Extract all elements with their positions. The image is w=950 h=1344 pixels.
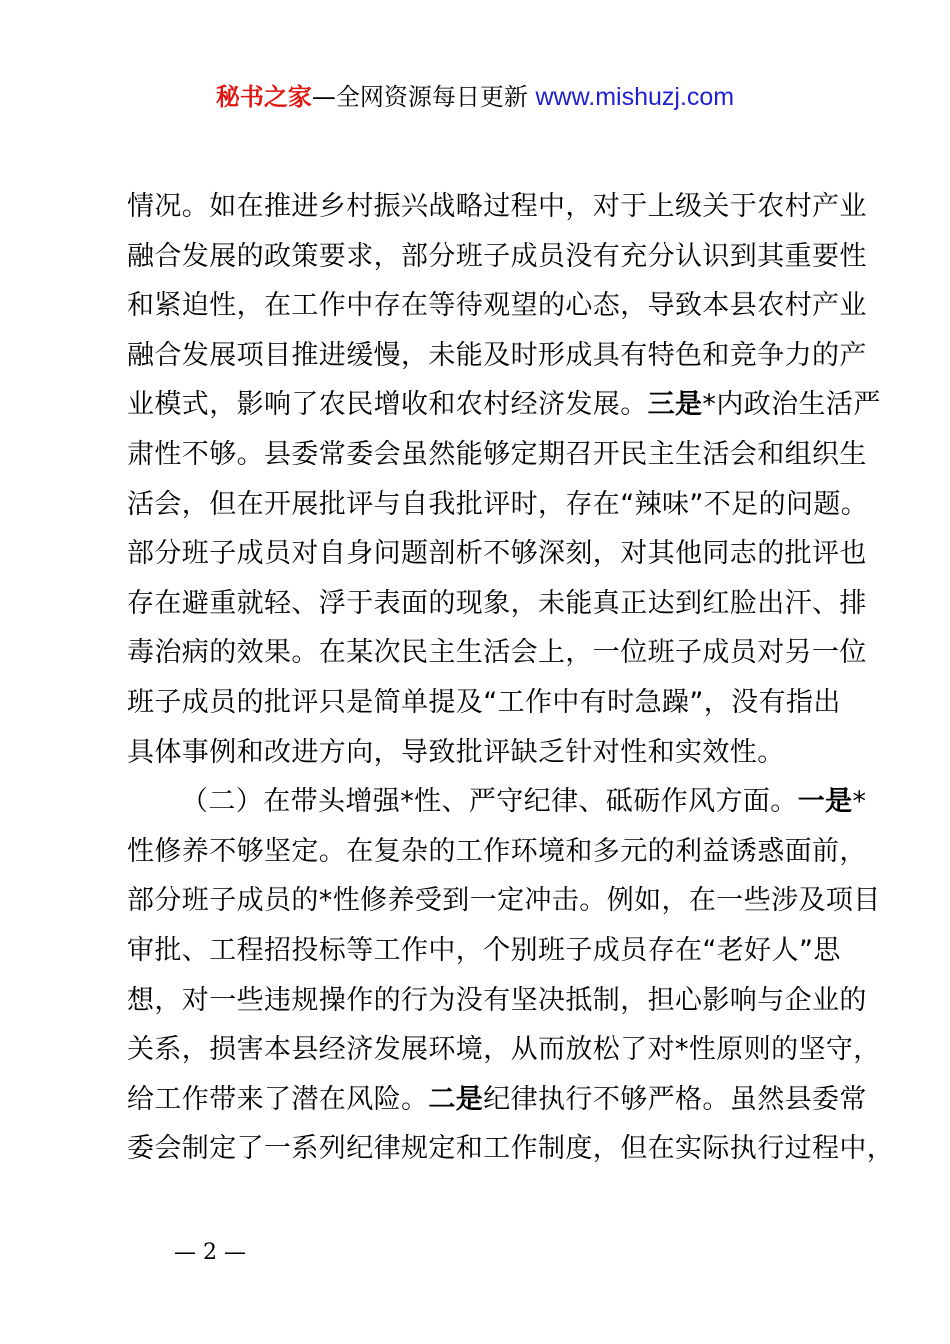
line-segment: *内政治生活严 [702, 389, 881, 421]
body-line: 和紧迫性，在工作中存在等待观望的心态，导致本县农村产业 [127, 290, 867, 322]
body-line [127, 380, 881, 430]
line-segment: 纪律执行不够严格。虽然县委常 [483, 1083, 867, 1115]
body-line: 融合发展的政策要求，部分班子成员没有充分认识到其重要性 [127, 240, 867, 272]
page-number: — 2 — [174, 1240, 246, 1265]
body-line: 活会，但在开展批评与自我批评时，存在“辣味”不足的问题。 [127, 488, 869, 520]
body-line [127, 1075, 867, 1125]
line-segment: 业模式，影响了农民增收和农村经济发展。 [127, 389, 648, 421]
bold-marker: 二是 [428, 1083, 484, 1115]
body-line: 具体事例和改进方向，导致批评缺乏针对性和实效性。 [127, 736, 785, 768]
page-header [0, 80, 950, 114]
body-line: 审批、工程招投标等工作中，个别班子成员存在“老好人”思 [127, 934, 841, 966]
section-heading-line [127, 777, 867, 827]
body-line: 毒治病的效果。在某次民主生活会上，一位班子成员对另一位 [127, 637, 867, 669]
body-line: 想，对一些违规操作的行为没有坚决抵制，担心影响与企业的 [127, 984, 867, 1016]
header-slogan: —全网资源每日更新 [311, 83, 536, 111]
body-line: 班子成员的批评只是简单提及“工作中有时急躁”，没有指出 [127, 686, 841, 718]
body-line: 部分班子成员对自身问题剖析不够深刻，对其他同志的批评也 [127, 538, 867, 570]
bold-marker: 一是 [797, 786, 853, 818]
brand-name: 秘书之家 [215, 83, 312, 111]
body-line: 性修养不够坚定。在复杂的工作环境和多元的利益诱惑面前， [127, 835, 867, 867]
body-line: 融合发展项目推进缓慢，未能及时形成具有特色和竞争力的产 [127, 339, 867, 371]
body-line: 部分班子成员的*性修养受到一定冲击。例如，在一些涉及项目 [127, 885, 881, 917]
body-line: 委会制定了一系列纪律规定和工作制度，但在实际执行过程中， [127, 1133, 895, 1165]
body-line: 关系，损害本县经济发展环境，从而放松了对*性原则的坚守， [127, 1034, 881, 1066]
body-line: 肃性不够。县委常委会虽然能够定期召开民主生活会和组织生 [127, 438, 867, 470]
line-segment: （二）在带头增强*性、严守纪律、砥砺作风方面。 [181, 786, 798, 818]
line-segment: * [852, 786, 867, 818]
body-line: 情况。如在推进乡村振兴战略过程中，对于上级关于农村产业 [127, 191, 867, 222]
document-body [127, 182, 895, 1174]
body-line: 存在避重就轻、浮于表面的现象，未能真正达到红脸出汗、排 [127, 587, 867, 619]
bold-marker: 三是 [647, 389, 703, 421]
site-link[interactable]: www.mishuzj.com [535, 83, 735, 111]
line-segment: 给工作带来了潜在风险。 [127, 1083, 429, 1115]
